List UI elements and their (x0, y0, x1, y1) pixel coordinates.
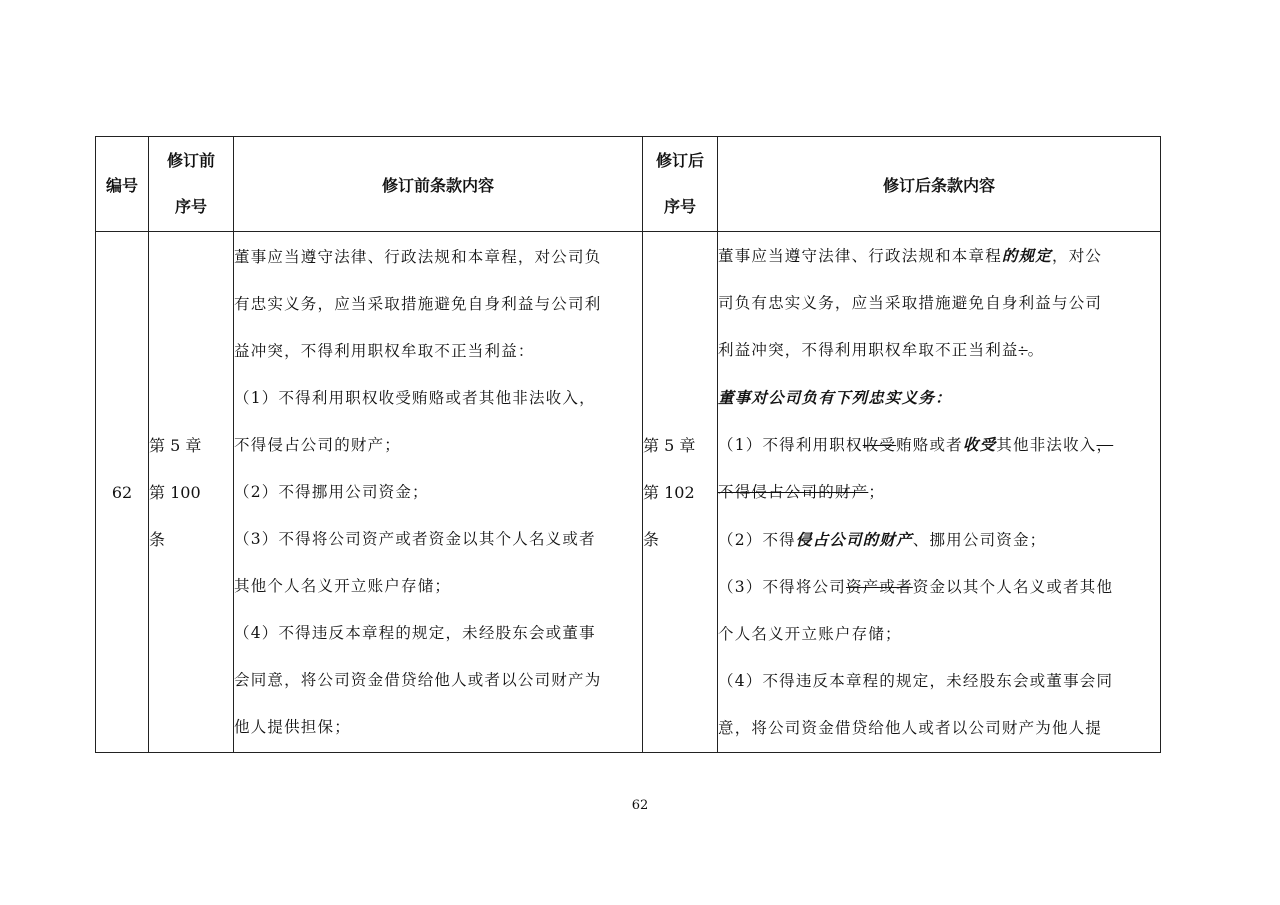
table-row (96, 232, 1161, 753)
text: （3）不得将公司 (718, 578, 846, 596)
deleted-text: ， (1096, 436, 1114, 454)
before-line: （2）不得挪用公司资金； (234, 482, 429, 501)
after-line (718, 516, 1160, 564)
after-line (718, 469, 1160, 516)
after-line-inserted: 董事对公司负有下列忠实义务： (718, 388, 952, 407)
inserted-text: 收受 (962, 435, 997, 454)
text: 资金以其个人名义或者其他 (912, 578, 1114, 596)
deleted-text: ： (1018, 341, 1028, 359)
after-line (718, 232, 1160, 280)
before-line: 有忠实义务，应当采取措施避免自身利益与公司利 (234, 294, 602, 313)
text: ，对公 (1052, 247, 1103, 265)
before-seq-line3: 条 (149, 529, 166, 549)
after-line (718, 564, 1160, 611)
before-seq-line1: 第 5 章 (149, 435, 202, 455)
before-line: （3）不得将公司资产或者资金以其个人名义或者 (234, 529, 596, 548)
after-seq-line3: 条 (643, 529, 660, 549)
before-line: 不得侵占公司的财产； (234, 435, 402, 454)
text: 董事应当遵守法律、行政法规和本章程 (718, 247, 1002, 265)
after-line: 个人名义开立账户存储； (718, 625, 902, 643)
header-row (96, 137, 1161, 232)
before-line: （4）不得违反本章程的规定，未经股东会或董事 (234, 623, 596, 642)
after-line: 意，将公司资金借贷给他人或者以公司财产为他人提 (718, 719, 1103, 737)
deleted-text: 资产或者 (845, 578, 913, 596)
after-seq-line1: 第 5 章 (643, 435, 696, 455)
row-number: 62 (96, 232, 149, 753)
before-line: 其他个人名义开立账户存储； (234, 576, 452, 595)
text: 贿赂或者 (896, 436, 963, 454)
header-after-content: 修订后条款内容 (718, 137, 1161, 232)
after-line: 司负有忠实义务，应当采取措施避免自身利益与公司 (718, 294, 1103, 312)
before-line: 益冲突，不得利用职权牟取不正当利益： (234, 341, 535, 360)
after-content (718, 232, 1161, 753)
before-line: （1）不得利用职权收受贿赂或者其他非法收入， (234, 388, 596, 407)
amendment-table (95, 136, 1161, 753)
before-line: 他人提供担保； (234, 717, 351, 736)
text: 其他非法收入 (996, 436, 1097, 454)
text: （1）不得利用职权 (718, 436, 863, 454)
inserted-text: 的规定 (1001, 246, 1053, 265)
before-line: 董事应当遵守法律、行政法规和本章程，对公司负 (234, 247, 602, 266)
before-content (234, 232, 643, 753)
page-number: 62 (631, 798, 649, 813)
before-line: 会同意，将公司资金借贷给他人或者以公司财产为 (234, 670, 602, 689)
after-line: （4）不得违反本章程的规定，未经股东会或董事会同 (718, 672, 1114, 690)
after-seq (643, 232, 718, 753)
header-after-seq-line2: 序号 (663, 197, 696, 216)
inserted-text: 侵占公司的财产 (795, 530, 913, 549)
deleted-text: 收受 (862, 436, 897, 454)
header-after-seq (643, 137, 718, 232)
text: （2）不得 (718, 531, 796, 549)
after-line (718, 421, 1160, 469)
before-seq-line2: 第 100 (149, 482, 201, 502)
deleted-text: 不得侵占公司的财产 (718, 483, 869, 501)
text: 、挪用公司资金； (912, 531, 1047, 549)
header-before-seq-line1: 修订前 (166, 151, 215, 170)
text: ； (868, 483, 886, 501)
before-seq (149, 232, 234, 753)
text: 利益冲突，不得利用职权牟取不正当利益 (718, 341, 1019, 359)
after-line (718, 327, 1160, 374)
header-before-seq-line2: 序号 (174, 197, 207, 216)
text: 。 (1027, 341, 1045, 359)
header-before-seq (149, 137, 234, 232)
header-after-seq-line1: 修订后 (655, 151, 704, 170)
header-number: 编号 (96, 137, 149, 232)
header-before-content: 修订前条款内容 (234, 137, 643, 232)
after-seq-line2: 第 102 (643, 482, 695, 502)
